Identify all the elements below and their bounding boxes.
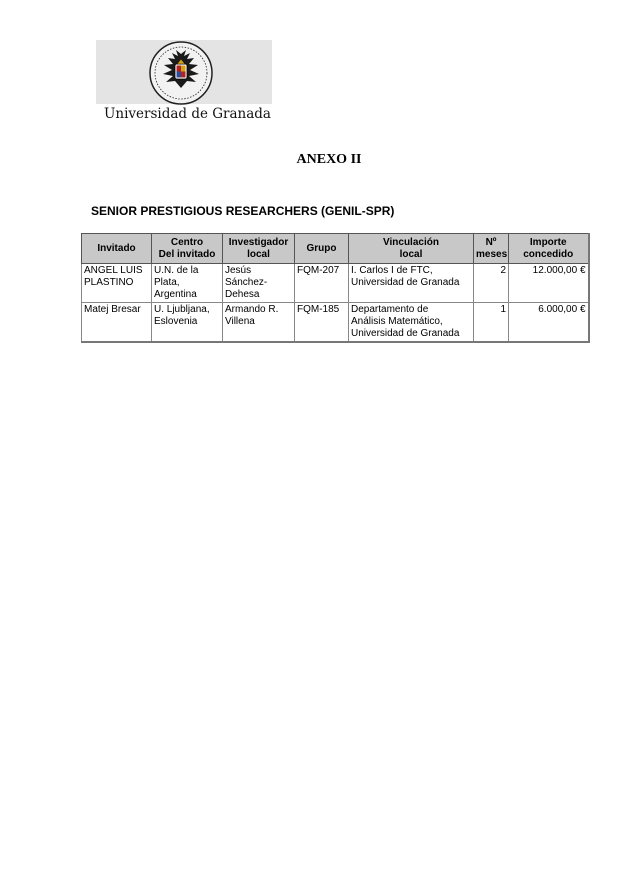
grants-table bbox=[81, 233, 590, 343]
cell-invitado: Matej Bresar bbox=[82, 303, 152, 343]
cell-meses: 1 bbox=[474, 303, 509, 343]
university-name: Universidad de Granada bbox=[104, 106, 271, 122]
cell-investigador: Armando R. Villena bbox=[223, 303, 295, 343]
cell-vinculacion: I. Carlos I de FTC, Universidad de Granada bbox=[349, 264, 474, 303]
cell-importe: 6.000,00 € bbox=[509, 303, 589, 343]
column-header-grupo: Grupo bbox=[295, 234, 349, 264]
column-header-importe: Importe concedido bbox=[509, 234, 589, 264]
column-header-centro: Centro Del invitado bbox=[152, 234, 223, 264]
cell-grupo: FQM-207 bbox=[295, 264, 349, 303]
cell-centro: U. Ljubljana, Eslovenia bbox=[152, 303, 223, 343]
annex-title: ANEXO II bbox=[296, 152, 362, 167]
section-title: SENIOR PRESTIGIOUS RESEARCHERS (GENIL-SPR) bbox=[91, 204, 395, 218]
column-header-vinculacion: Vinculación local bbox=[349, 234, 474, 264]
cell-investigador: Jesús Sánchez- Dehesa bbox=[223, 264, 295, 303]
cell-grupo: FQM-185 bbox=[295, 303, 349, 343]
cell-importe: 12.000,00 € bbox=[509, 264, 589, 303]
university-seal-icon bbox=[148, 40, 214, 106]
table-row bbox=[82, 264, 589, 303]
cell-vinculacion: Departamento de Análisis Matemático, Universidad de Granada bbox=[349, 303, 474, 343]
cell-invitado: ANGEL LUIS PLASTINO bbox=[82, 264, 152, 303]
cell-centro: U.N. de la Plata, Argentina bbox=[152, 264, 223, 303]
table-header-row bbox=[82, 234, 589, 264]
column-header-investigador: Investigador local bbox=[223, 234, 295, 264]
column-header-invitado: Invitado bbox=[82, 234, 152, 264]
university-logo bbox=[92, 40, 271, 130]
table-row bbox=[82, 303, 589, 343]
column-header-meses: Nº meses bbox=[474, 234, 509, 264]
cell-meses: 2 bbox=[474, 264, 509, 303]
